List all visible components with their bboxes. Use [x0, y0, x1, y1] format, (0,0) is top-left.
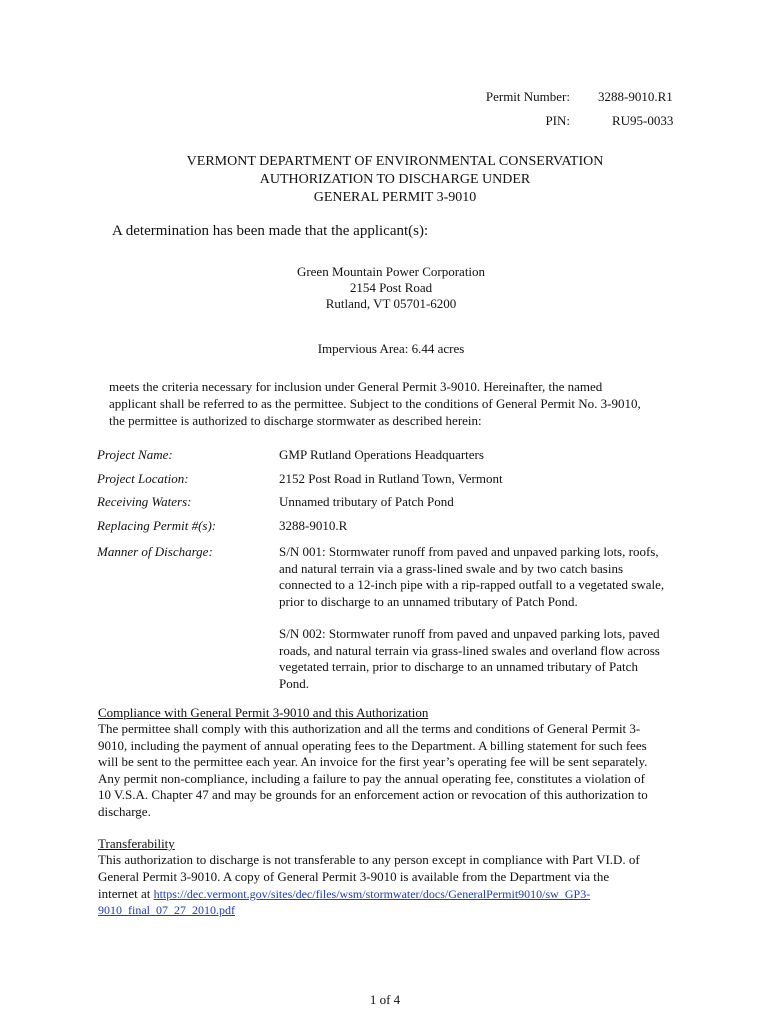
- project-location-value: 2152 Post Road in Rutland Town, Vermont: [279, 471, 503, 486]
- permit-number-label: Permit Number:: [485, 89, 570, 104]
- permit-number: 3288-9010.R1: [598, 89, 673, 104]
- replacing-permit-value: 3288-9010.R: [279, 518, 348, 533]
- criteria-line-3: the permittee is authorized to discharge stormwater as described herein:: [109, 413, 482, 428]
- receiving-waters-label: Receiving Waters:: [97, 494, 192, 509]
- transferability-line-1: This authorization to discharge is not transferable to any person except in compliance with Part VI.D. of: [98, 852, 640, 867]
- project-location-label: Project Location:: [97, 471, 189, 486]
- compliance-line: The permittee shall comply with this authorization and all the terms and conditions of General Permit 3-: [98, 721, 641, 736]
- permit-link-part-2[interactable]: 9010_final_07_27_2010.pdf: [98, 903, 235, 917]
- sn002-description: [279, 626, 699, 692]
- compliance-line: 10 V.S.A. Chapter 47 and may be grounds for an enforcement action or revocation of this authorization to: [98, 787, 648, 802]
- applicant-city: Rutland, VT 05701-6200: [325, 296, 457, 311]
- compliance-body: [98, 721, 648, 820]
- sn001-line: prior to discharge to an unnamed tributary of Patch Pond.: [279, 593, 578, 609]
- document-title-line-3: GENERAL PERMIT 3-9010: [313, 190, 477, 205]
- permit-link-part-1[interactable]: https://dec.vermont.gov/sites/dec/files/wsm/stormwater/docs/GeneralPermit9010/sw_GP3-: [153, 887, 591, 901]
- transferability-line-4: [98, 902, 235, 919]
- compliance-line: 9010, including the payment of annual operating fees to the Department. A billing statement for such fees: [98, 737, 647, 753]
- document-title-line-2: AUTHORIZATION TO DISCHARGE UNDER: [259, 172, 531, 187]
- sn001-description: [279, 544, 699, 610]
- manner-of-discharge-label: Manner of Discharge:: [97, 544, 213, 559]
- applicant-name: Green Mountain Power Corporation: [296, 264, 486, 279]
- sn002-line: S/N 002: Stormwater runoff from paved and unpaved parking lots, paved: [279, 626, 660, 641]
- criteria-line-1: meets the criteria necessary for inclusion under General Permit 3-9010. Hereinafter, the named: [109, 379, 603, 394]
- sn001-line: and natural terrain via a grass-lined swale and by two catch basins: [279, 560, 624, 576]
- compliance-line: discharge.: [98, 803, 151, 819]
- sn001-line: connected to a 12-inch pipe with a rip-rapped outfall to a vegetated swale,: [279, 577, 665, 592]
- compliance-heading: Compliance with General Permit 3-9010 and this Authorization: [98, 705, 429, 720]
- determination-intro: A determination has been made that the applicant(s):: [112, 223, 429, 239]
- sn002-line: roads, and natural terrain via grass-lined swales and overland flow across: [279, 642, 660, 658]
- sn002-line: vegetated terrain, prior to discharge to an unnamed tributary of Patch: [279, 659, 638, 674]
- replacing-permit-label: Replacing Permit #(s):: [97, 518, 217, 533]
- pin-value: RU95-0033: [612, 113, 674, 128]
- document-title-line-1: VERMONT DEPARTMENT OF ENVIRONMENTAL CONSERVATION: [186, 154, 604, 169]
- transferability-line-3: [98, 886, 590, 903]
- project-name-label: Project Name:: [97, 447, 173, 462]
- internet-at-text: internet at: [98, 886, 154, 901]
- sn001-line: S/N 001: Stormwater runoff from paved and unpaved parking lots, roofs,: [279, 544, 659, 559]
- compliance-line: Any permit non-compliance, including a failure to pay the annual operating fee, constitutes a violation of: [98, 770, 645, 786]
- page-number: 1 of 4: [369, 992, 401, 1007]
- impervious-area: Impervious Area: 6.44 acres: [317, 341, 465, 356]
- criteria-line-2: applicant shall be referred to as the permittee. Subject to the conditions of General Permit No. 3-9010,: [109, 396, 641, 411]
- sn002-line: Pond.: [279, 675, 309, 691]
- pin-label: PIN:: [545, 113, 570, 128]
- transferability-line-2: General Permit 3-9010. A copy of General Permit 3-9010 is available from the Department via the: [98, 869, 610, 884]
- receiving-waters-value: Unnamed tributary of Patch Pond: [279, 494, 454, 509]
- transferability-heading: Transferability: [98, 836, 175, 851]
- compliance-line: will be sent to the permittee each year. An invoice for the first year’s operating fee will be sent separately.: [98, 754, 648, 769]
- project-name-value: GMP Rutland Operations Headquarters: [279, 447, 484, 462]
- applicant-street: 2154 Post Road: [349, 280, 433, 295]
